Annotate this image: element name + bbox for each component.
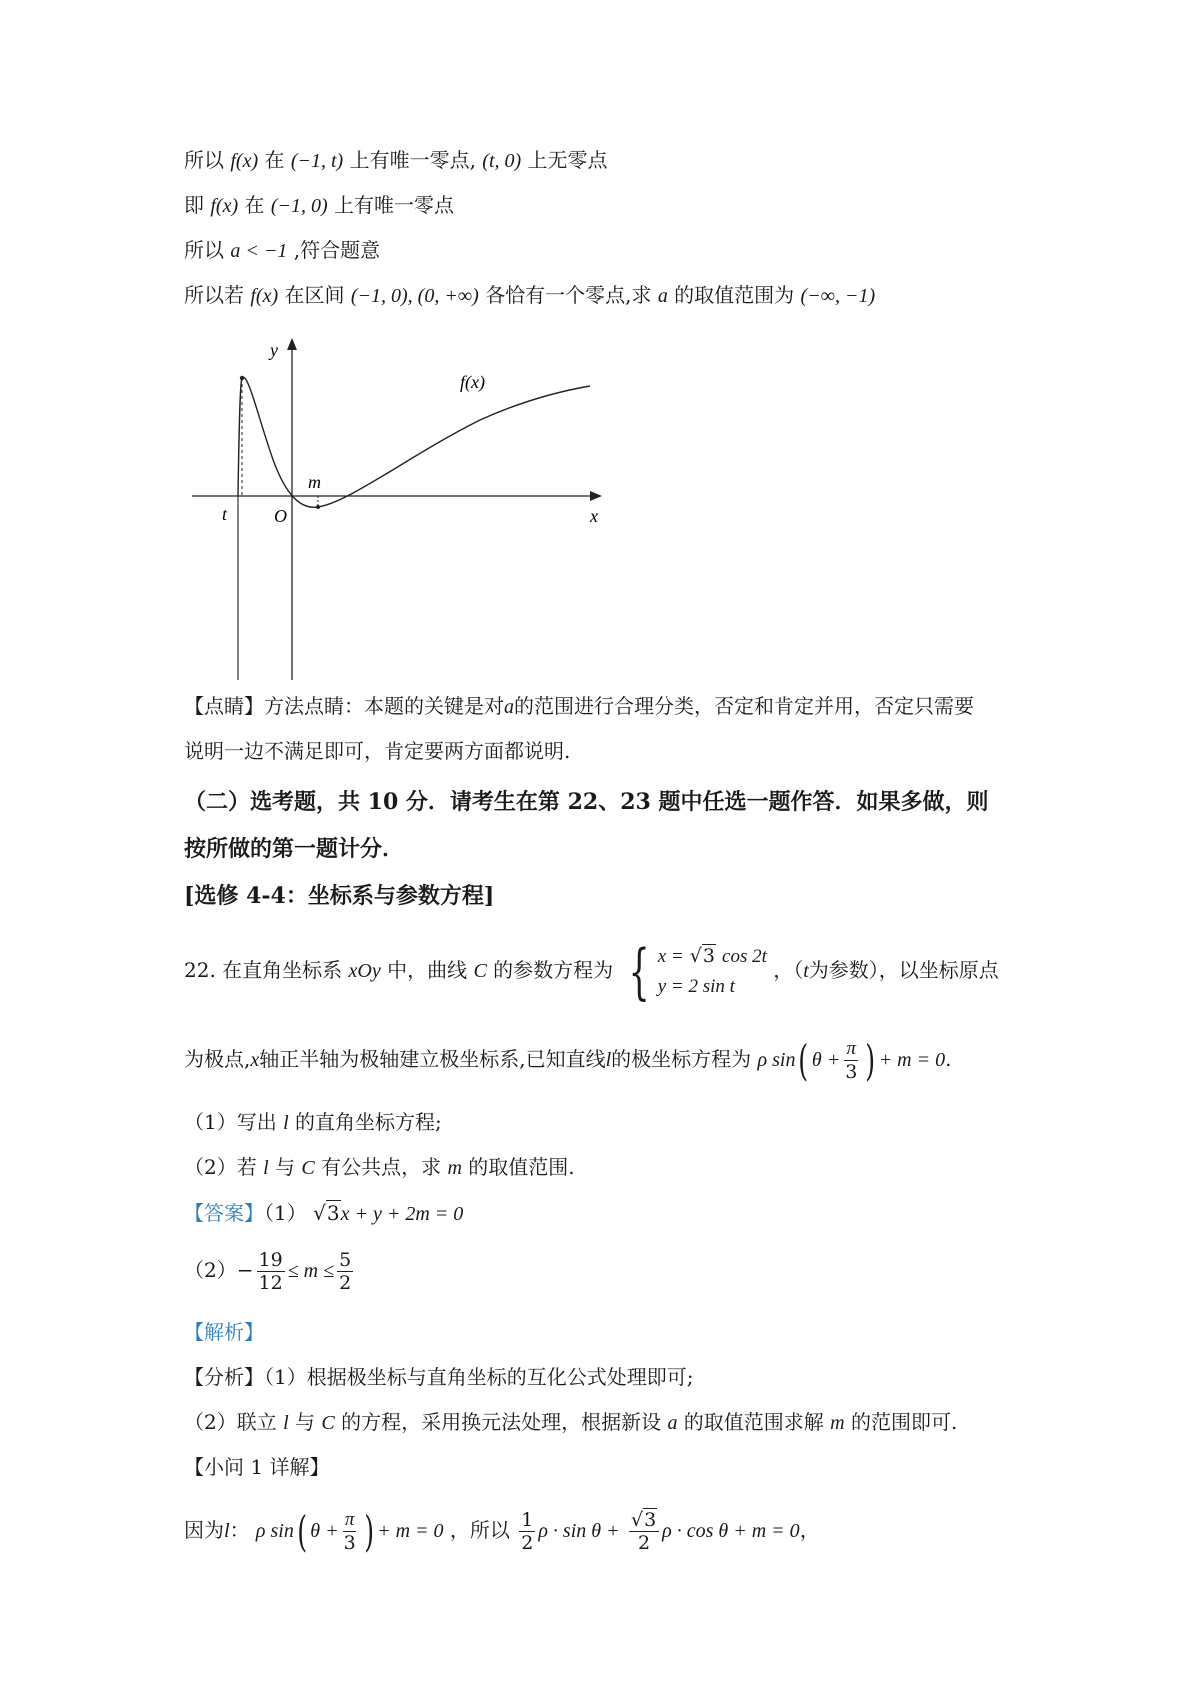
min-point [316, 505, 320, 509]
answer-line-2: （2）− $\frac{19}{12}$ ≤ m ≤ $\frac{5}{2}$ [184, 1249, 352, 1294]
analysis-final-line: 因为l： ρ sin( θ + $\frac{\pi}{3}$ ) + m = 0 ，所以 $\frac{1}{2}$ ρ · sin θ + $\frac{√3}{2}$ ρ · cos θ + m = 0， [184, 1506, 820, 1556]
origin-label: O [274, 506, 287, 526]
analysis-line-1: 【分析】（1）根据极坐标与直角坐标的互化公式处理即可; [184, 1365, 694, 1389]
section-header-line-2: 按所做的第一题计分． [184, 836, 405, 862]
x-axis-arrow [590, 491, 602, 501]
text-line-2: 即 f(x) 在 (−1, 0) 上有唯一零点 [184, 193, 455, 217]
text-line-1: 所以 f(x) 在 (−1, t) 上有唯一零点, (t, 0) 上无零点 [184, 148, 608, 172]
sub-question-1: （1）写出 l 的直角坐标方程; [184, 1110, 442, 1134]
text-line-4: 所以若 f(x) 在区间 (−1, 0), (0, +∞) 各恰有一个零点,求 a 的取值范围为 (−∞, −1) [184, 283, 876, 307]
f-curve [238, 377, 590, 507]
t-label: t [222, 504, 228, 524]
function-graph [180, 330, 620, 690]
max-point [240, 376, 244, 380]
section-header-line-3: [选修 4-4：坐标系与参数方程] [184, 883, 495, 909]
y-axis-arrow [287, 338, 297, 350]
parametric-system: x = √3 cos 2t y = 2 sin t [657, 945, 767, 997]
problem-22-line-1: 22. 在直角坐标系 xOy 中，曲线 C 的参数方程为 { x = √3 cos 2t y = 2 sin t ，（t为参数），以坐标原点 [184, 936, 999, 1007]
answer-line-1: 【答案】（1） √3x + y + 2m = 0 [184, 1201, 464, 1225]
analysis-tag: 【解析】 [184, 1320, 264, 1344]
m-label: m [308, 472, 321, 492]
y-axis-label: y [270, 340, 278, 360]
x-axis-label: x [590, 506, 598, 526]
analysis-line-2: （2）联立 l 与 C 的方程，采用换元法处理，根据新设 a 的取值范围求解 m 的范围即可. [184, 1410, 958, 1434]
problem-22-line-2: 为极点,x轴正半轴为极轴建立极坐标系,已知直线l的极坐标方程为 ρ sin( θ + $\frac{\pi}{3}$ ) + m = 0. [184, 1035, 952, 1085]
curve-label: f(x) [460, 372, 485, 392]
section-header-line-1: （二）选考题，共 10 分．请考生在第 22、23 题中任选一题作答．如果多做，则 [184, 789, 989, 815]
note-line-2: 说明一边不满足即可，肯定要两方面都说明. [184, 739, 571, 763]
answer-tag: 【答案】 [184, 1201, 264, 1225]
sub-question-2: （2）若 l 与 C 有公共点，求 m 的取值范围. [184, 1155, 575, 1179]
note-line-1: 【点睛】方法点睛：本题的关键是对a的范围进行合理分类，否定和肯定并用，否定只需要 [184, 694, 974, 718]
detail-header: 【小问 1 详解】 [184, 1455, 330, 1479]
text-line-3: 所以 a < −1 ,符合题意 [184, 238, 381, 262]
